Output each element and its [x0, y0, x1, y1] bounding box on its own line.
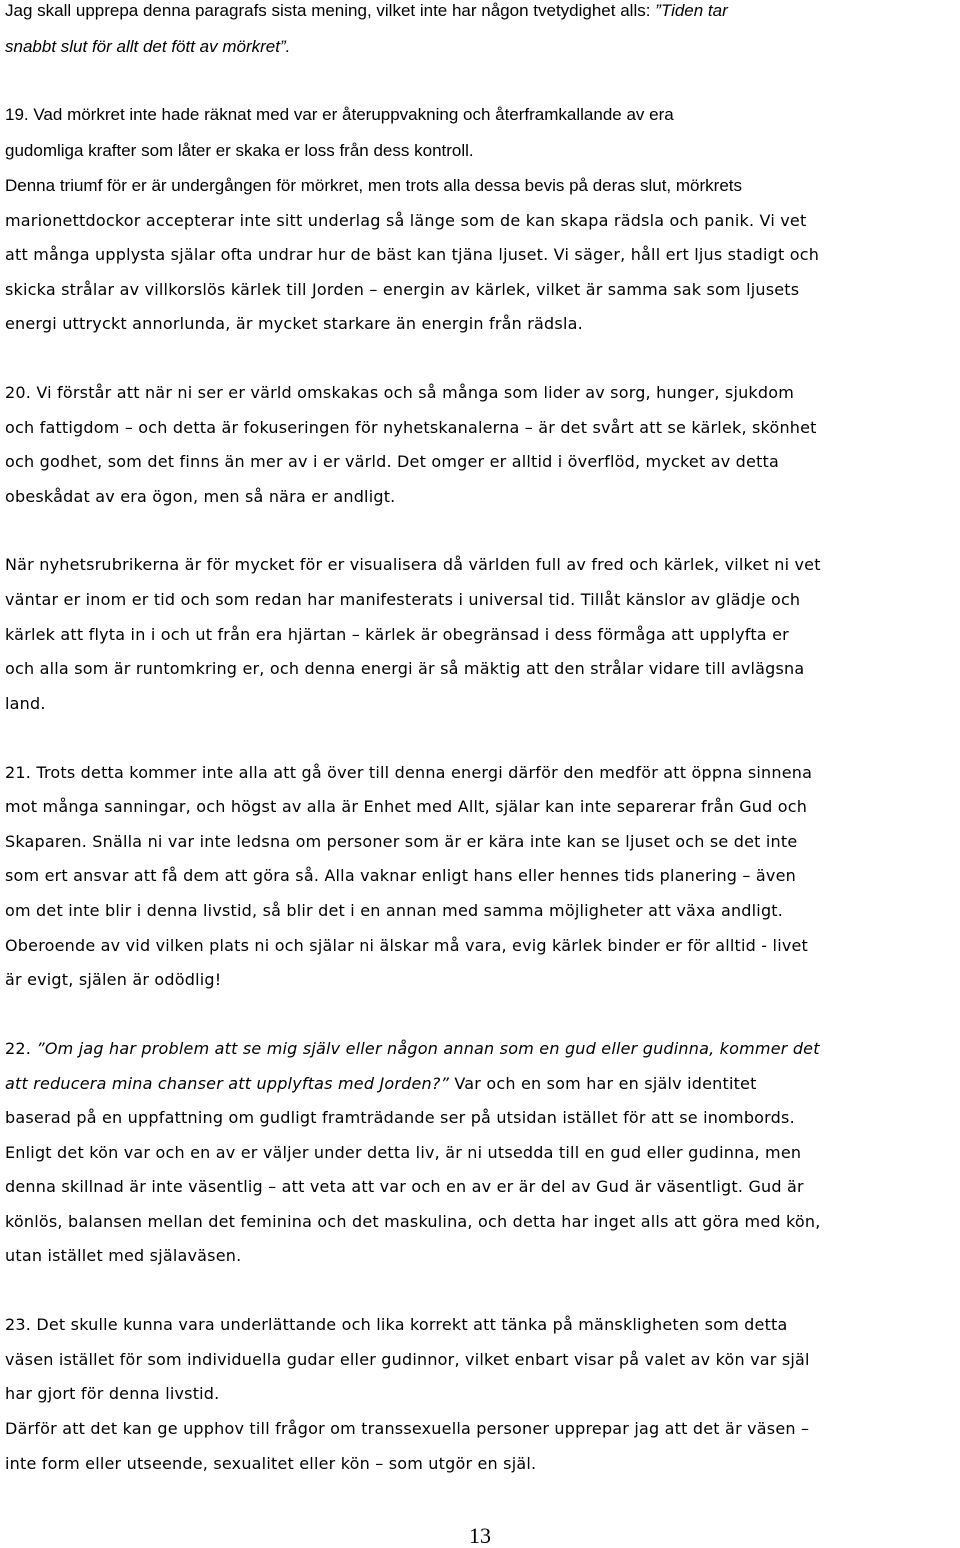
- text-line: som ert ansvar att få dem att göra så. Alla vaknar enligt hans eller hennes tids planering – även: [5, 866, 796, 885]
- italic-quote: ”Om jag har problem att se mig själv eller någon annan som en gud eller gudinna, kommer det: [36, 1039, 820, 1058]
- text-line: är evigt, själen är odödlig!: [5, 970, 222, 989]
- text-line: denna skillnad är inte väsentlig – att veta att var och en av er är del av Gud är väsentligt. Gud är: [5, 1177, 804, 1196]
- text-line: och godhet, som det finns än mer av i er värld. Det omger er alltid i överflöd, mycket av detta: [5, 452, 780, 471]
- page-number: 13: [469, 1523, 491, 1548]
- text-line: [5, 1, 728, 21]
- text-line: land.: [5, 694, 46, 713]
- text-line: obeskådat av era ögon, men så nära er andligt.: [5, 487, 396, 506]
- text-line: Enligt det kön var och en av er väljer under detta liv, är ni utsedda till en gud eller gudinna, men: [5, 1143, 802, 1162]
- text-line: och fattigdom – och detta är fokuseringen för nyhetskanalerna – är det svårt att se kärlek, skönhet: [5, 418, 817, 437]
- text-line: inte form eller utseende, sexualitet eller kön – som utgör en själ.: [5, 1454, 537, 1473]
- text-line: baserad på en uppfattning om gudligt framträdande ser på utsidan istället för att se inombords.: [5, 1108, 795, 1127]
- text-line: snabbt slut för allt det fött av mörkret”.: [5, 37, 291, 56]
- text-line: Därför att det kan ge upphov till frågor om transsexuella personer upprepar jag att det är väsen –: [5, 1419, 810, 1438]
- text-span: 22.: [5, 1039, 37, 1058]
- text-line: [5, 1039, 820, 1059]
- text-line: Denna triumf för er är undergången för mörkret, men trots alla dessa bevis på deras slut, mörkrets: [5, 176, 742, 195]
- text-line: Skaparen. Snälla ni var inte ledsna om personer som är er kära inte kan se ljuset och se det inte: [5, 832, 798, 851]
- text-line: mot många sanningar, och högst av alla är Enhet med Allt, själar kan inte separerar från Gud och: [5, 797, 808, 816]
- text-line: [5, 1074, 757, 1094]
- text-line: 20. Vi förstår att när ni ser er värld omskakas och så många som lider av sorg, hunger, sjukdom: [5, 383, 795, 402]
- text-line: Oberoende av vid vilken plats ni och själar ni älskar må vara, evig kärlek binder er för alltid - livet: [5, 936, 809, 955]
- text-line: utan istället med själaväsen.: [5, 1246, 242, 1265]
- text-line: energi uttryckt annorlunda, är mycket starkare än energin från rädsla.: [5, 314, 583, 333]
- text-line: könlös, balansen mellan det feminina och det maskulina, och detta har inget alls att göra med kön,: [5, 1212, 821, 1231]
- text-line: skicka strålar av villkorslös kärlek till Jorden – energin av kärlek, vilket är samma sak som ljusets: [5, 280, 800, 299]
- text-line: och alla som är runtomkring er, och denna energi är så mäktig att den strålar vidare till avlägsna: [5, 659, 805, 678]
- text-line: När nyhetsrubrikerna är för mycket för er visualisera då världen full av fred och kärlek, vilket ni vet: [5, 555, 821, 574]
- text-line: om det inte blir i denna livstid, så blir det i en annan med samma möjligheter att växa andligt.: [5, 901, 784, 920]
- text-line: marionettdockor accepterar inte sitt underlag så länge som de kan skapa rädsla och panik. Vi vet: [5, 211, 807, 230]
- text-line: 19. Vad mörkret inte hade räknat med var er återuppvakning och återframkallande av era: [5, 105, 674, 124]
- text-span: Var och en som har en själv identitet: [449, 1074, 757, 1093]
- text-line: väntar er inom er tid och som redan har manifesterats i universal tid. Tillåt känslor av glädje och: [5, 590, 801, 609]
- text-line: väsen istället för som individuella gudar eller gudinnor, vilket enbart visar på valet av kön var själ: [5, 1350, 810, 1369]
- text-line: har gjort för denna livstid.: [5, 1384, 220, 1403]
- italic-quote: ”Tiden tar: [655, 1, 728, 20]
- text-line: gudomliga krafter som låter er skaka er loss från dess kontroll.: [5, 141, 474, 160]
- italic-quote: att reducera mina chanser att upplyftas med Jorden?”: [5, 1074, 450, 1093]
- text-line: 23. Det skulle kunna vara underlättande och lika korrekt att tänka på mänskligheten som detta: [5, 1315, 788, 1334]
- text-span: Jag skall upprepa denna paragrafs sista mening, vilket inte har någon tvetydighet alls:: [5, 1, 656, 20]
- text-line: kärlek att flyta in i och ut från era hjärtan – kärlek är obegränsad i dess förmåga att upplyfta er: [5, 625, 789, 644]
- text-line: 21. Trots detta kommer inte alla att gå över till denna energi därför den medför att öppna sinnena: [5, 763, 813, 782]
- text-line: att många upplysta själar ofta undrar hur de bäst kan tjäna ljuset. Vi säger, håll ert ljus stadigt och: [5, 245, 820, 264]
